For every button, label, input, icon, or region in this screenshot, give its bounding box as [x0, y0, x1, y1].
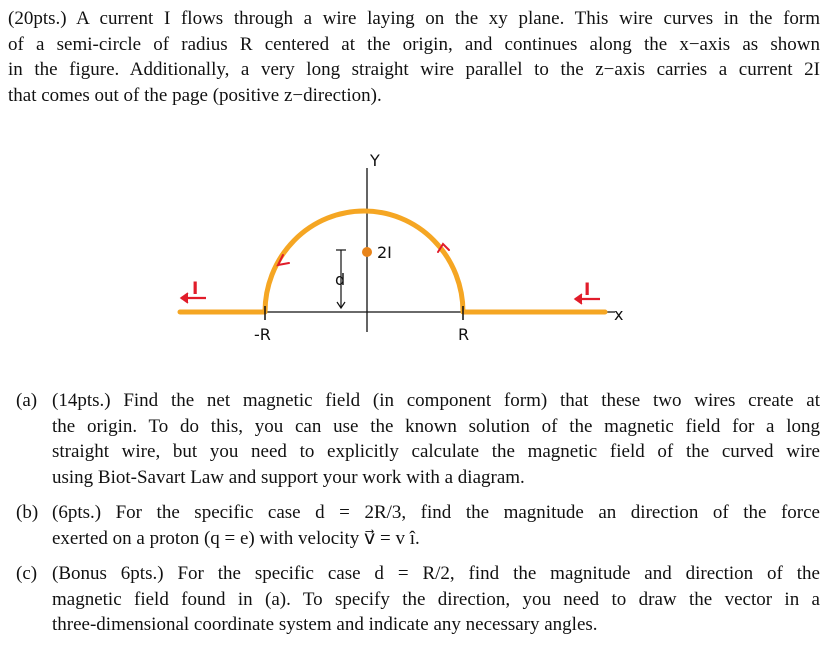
part-line: (Bonus 6pts.) For the specific case d = R/2, find the magnitude and direction of the: [52, 563, 820, 584]
semicircle-wire: [265, 211, 463, 312]
part-a: [8, 388, 820, 490]
center-current-label: 2I: [377, 243, 392, 262]
right-current-arrowhead: [575, 294, 582, 304]
problem-line: in the figure. Additionally, a very long straight wire parallel to the z−axis carries a current 2I: [8, 59, 820, 80]
problem-line: (20pts.) A current I flows through a wire laying on the xy plane. This wire curves in the form: [8, 8, 820, 29]
part-b: [8, 500, 820, 551]
distance-label: d: [335, 270, 346, 289]
right-current-label: I: [584, 280, 591, 300]
part-line: using Biot-Savart Law and support your work with a diagram.: [52, 466, 525, 488]
part-line: exerted on a proton (q = e) with velocity v⃗ = v î.: [52, 527, 420, 549]
left-tick-label: -R: [254, 325, 271, 344]
part-line: (14pts.) Find the net magnetic field (in component form) that these two wires create at: [52, 390, 820, 411]
part-label: (a): [16, 390, 38, 411]
left-current-arrowhead: [181, 293, 188, 303]
problem-line: that comes out of the page (positive z−direction).: [8, 84, 382, 106]
wire-diagram: [170, 140, 650, 360]
part-line: magnetic field found in (a). To specify the direction, you need to draw the vector in a: [52, 588, 820, 610]
x-axis-label: x: [614, 305, 624, 324]
part-c: [8, 561, 820, 638]
problem-statement: [8, 6, 820, 108]
y-axis-label: Y: [370, 151, 380, 170]
part-line: the origin. To do this, you can use the known solution of the magnetic field for a long: [52, 415, 820, 437]
problem-line: of a semi-circle of radius R centered at the origin, and continues along the x−axis as shown: [8, 33, 820, 55]
part-line: (6pts.) For the specific case d = 2R/3, find the magnitude an direction of the force: [52, 502, 820, 523]
wire-diagram-svg: [170, 140, 650, 360]
part-line: three-dimensional coordinate system and indicate any necessary angles.: [52, 614, 598, 635]
point-current-dot: [362, 247, 372, 257]
left-current-label: I: [192, 279, 199, 299]
question-parts: [8, 388, 820, 648]
part-line: straight wire, but you need to explicitly calculate the magnetic field of the curved wire: [52, 441, 820, 462]
part-label: (b): [16, 502, 39, 523]
right-tick-label: R: [458, 325, 470, 344]
part-label: (c): [16, 563, 38, 584]
